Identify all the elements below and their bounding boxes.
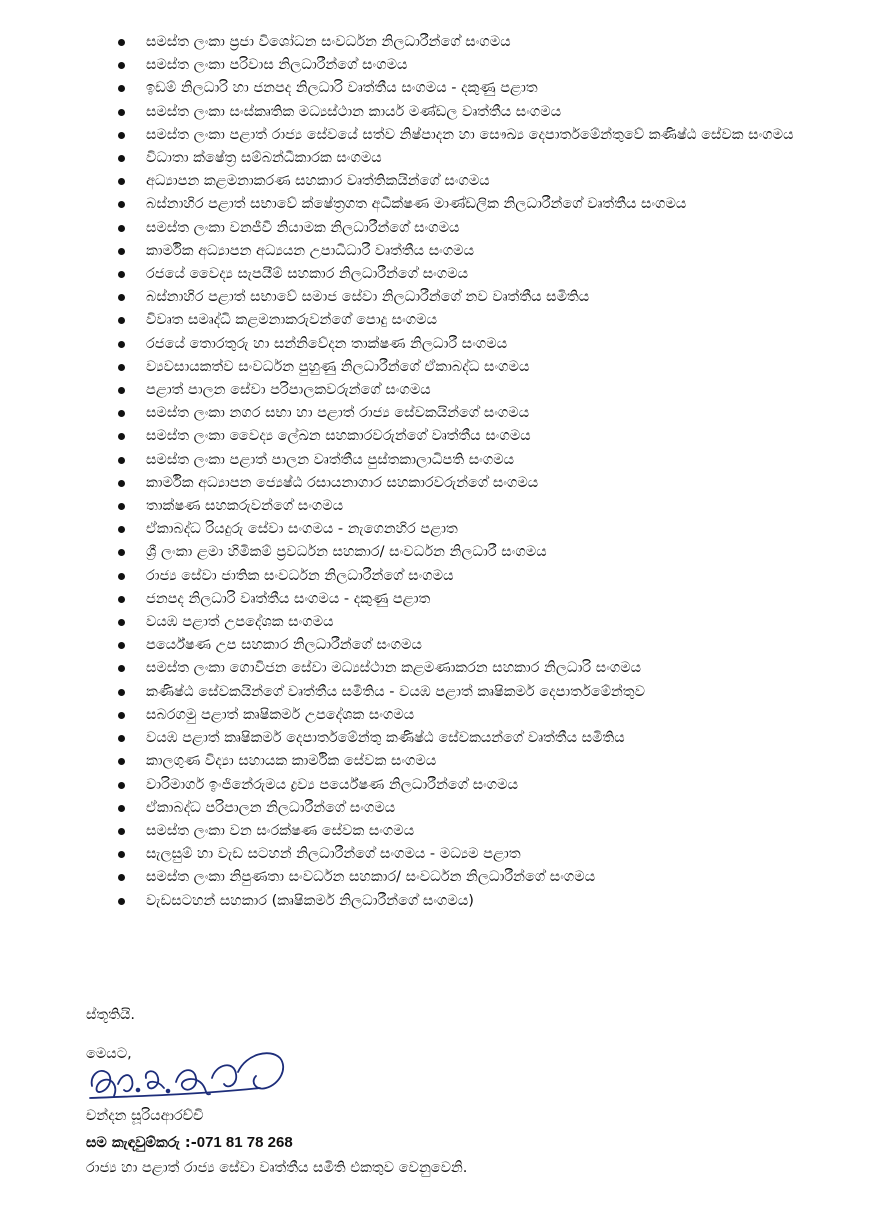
list-item [118,588,848,611]
list-item [118,774,848,797]
union-list [118,31,848,913]
list-item [118,704,848,727]
bullet-icon [118,225,125,232]
list-item-text: රජයේ තොරතුරු හා සන්නිවේදන තාක්ෂණ නිලධාරී සංගමය [146,335,508,352]
bullet-icon [118,782,125,789]
list-item-text: සමස්ත ලංකා පරිවාස නිලධාරීන්ගේ සංගමය [146,57,408,74]
bullet-icon [118,851,125,858]
closing-text: ස්තූතියි. [86,1007,136,1023]
bullet-icon [118,62,125,69]
list-item-text: රජයේ වෛද්‍ය සැපයීම් සහකාර නිලධාරීන්ගේ සංගමය [146,266,469,283]
list-item [118,147,848,170]
bullet-icon [118,387,125,394]
list-item [118,472,848,495]
list-item-text: කාලගුණ විද්‍යා සහායක කාර්මික සේවක සංගමය [146,753,437,770]
list-item [118,565,848,588]
bullet-icon [118,341,125,348]
list-item [118,541,848,564]
on-behalf-text: රාජ්‍ය හා පළාත් රාජ්‍ය සේවා වෘත්තීය සමිති එකතුව වෙනුවෙනි. [86,1160,468,1176]
bullet-icon [118,874,125,881]
list-item [118,518,848,541]
handwritten-signature [84,1038,294,1108]
bullet-icon [118,596,125,603]
list-item [118,634,848,657]
list-item-text: සමස්ත ලංකා පළාත් පාලන වෘත්තීය පුස්තකාලාධිපති සංගමය [146,451,515,468]
list-item-text: ඒකාබද්ධ රියදුරු සේවා සංගමය - නැගෙනහිර පළාත [146,521,458,538]
list-item [118,356,848,379]
list-item-text: වැඩසටහන් සහකාර (කෘෂිකර්ම නිලධාරීන්ගේ සංගමය) [146,892,474,909]
bullet-icon [118,619,125,626]
list-item [118,727,848,750]
list-item-text: සබරගමු පළාත් කෘෂිකර්ම උපදේශක සංගමය [146,706,415,723]
list-item-text: වයඹ පළාත් කෘෂිකර්ම දෙපාර්තමේන්තු කණිෂ්ඨ සේවකයන්ගේ වෘත්තීය සමිතිය [146,730,625,747]
list-item-text: වයඹ පළාත් උපදේශක සංගමය [146,614,334,631]
list-item-text: වාරිමාර්ග ඉංජිනේරුමය ද්‍රව්‍ය පර්යේෂණ නිලධාරීන්ගේ සංගමය [146,776,519,793]
list-item-text: ශ්‍රී ලංකා ළමා හිමිකම් ප්‍රවර්ධන සහකාර/ සංවර්ධන නිලධාරී සංගමය [146,544,547,561]
list-item [118,193,848,216]
list-item-text: සමස්ත ලංකා වනජීවී නියාමක නිලධාරීන්ගේ සංගමය [146,219,460,236]
bullet-icon [118,758,125,765]
list-item-text: කාර්මික අධ්‍යාපන ජ්‍යෙෂ්ඨ රසායනාගාර සහකාරවරුන්ගේ සංගමය [146,474,539,491]
bullet-icon [118,457,125,464]
bullet-icon [118,201,125,208]
list-item-text: ව්‍යවසායකත්ව සංවර්ධන පුහුණු නිලධාරීන්ගේ ඒකාබද්ධ සංගමය [146,358,530,375]
list-item-text: බස්නාහිර පළාත් සභාවේ ක්ෂේත්‍රගත අධීක්ෂණ මාණ්ඩලික නිලධාරීන්ගේ වෘත්තීය සංගමය [146,196,687,213]
list-item [118,263,848,286]
bullet-icon [118,665,125,672]
bullet-icon [118,85,125,92]
list-item-text: සමස්ත ලංකා පළාත් රාජ්‍ය සේවයේ සත්ව නිෂ්පාදන හා සෞඛ්‍ය දෙපාර්තමේන්තුවේ කණිෂ්ඨ සේවක සංගමය [146,126,794,143]
list-item-text: ඒකාබද්ධ පරිපාලන නිලධාරීන්ගේ සංගමය [146,799,396,816]
bullet-icon [118,294,125,301]
bullet-icon [118,828,125,835]
list-item-text: තාක්ෂණ සහකරුවන්ගේ සංගමය [146,498,344,515]
bullet-icon [118,712,125,719]
list-item [118,402,848,425]
list-item [118,54,848,77]
list-item-text: ඉඩම් නිලධාරි හා ජනපද නිලධාරි වෘත්තීය සංගමය - දකුණු පළාත [146,80,538,97]
list-item-text: කාර්මික අධ්‍යාපන අධ්‍යයන උපාධිධාරී වෘත්තීය සංගමය [146,242,475,259]
list-item [118,843,848,866]
list-item [118,797,848,820]
list-item [118,217,848,240]
list-item-text: සමස්ත ලංකා සංස්කෘතික මධ්‍යස්ථාන කාර්ය මණ්ඩල වෘත්තීය සංගමය [146,103,562,120]
contact-label: සම කැඳවුම්කරු :- [86,1135,197,1151]
list-item [118,170,848,193]
list-item-text: සමස්ත ලංකා නගර සභා හා පළාත් රාජ්‍ය සේවකයින්ගේ සංගමය [146,405,530,422]
list-item-text: පර්යේෂණ උප සහකාර නිලධාරීන්ගේ සංගමය [146,637,422,654]
list-item [118,611,848,634]
bullet-icon [118,735,125,742]
list-item [118,101,848,124]
bullet-icon [118,317,125,324]
list-item-text: සමස්ත ලංකා ගොවිජන සේවා මධ්‍යස්ථාන කළමණාකරන සහකාර නිලධාරි සංගමය [146,660,642,677]
list-item [118,866,848,889]
bullet-icon [118,480,125,487]
list-item-text: ජනපද නිලධාරි වෘත්තීය සංගමය - දකුණු පළාත [146,590,431,607]
list-item [118,681,848,704]
bullet-icon [118,689,125,696]
list-item [118,425,848,448]
list-item [118,124,848,147]
greeting-text: මෙයට, [86,1046,132,1062]
list-item-text: විවෘත සමෘද්ධි කළමනාකරුවන්ගේ පොදු සංගමය [146,312,438,329]
contact-phone: 071 81 78 268 [196,1134,293,1151]
list-item [118,309,848,332]
list-item [118,31,848,54]
bullet-icon [118,155,125,162]
list-item [118,750,848,773]
list-item [118,286,848,309]
bullet-icon [118,642,125,649]
list-item [118,379,848,402]
list-item-text: සමස්ත ලංකා ප්‍රජා විශෝධන සංවර්ධන නිලධාරීන්ගේ සංගමය [146,34,511,50]
bullet-icon [118,271,125,278]
list-item [118,240,848,263]
bullet-icon [118,573,125,580]
list-item [118,495,848,518]
list-item-text: බස්නාහිර පළාත් සභාවේ සමාජ සේවා නිලධාරීන්ගේ නව වෘත්තීය සමිතිය [146,289,590,306]
bullet-icon [118,503,125,510]
bullet-icon [118,410,125,417]
bullet-icon [118,178,125,185]
list-item-text: සමස්ත ලංකා වෛද්‍ය ලේඛන සහකාරවරුන්ගේ වෘත්තීය සංගමය [146,428,531,445]
list-item-text: කණිෂ්ඨ සේවකයින්ගේ වෘත්තීය සමිතිය - වයඹ පළාත් කෘෂිකර්ම දෙපාර්තමේන්තුව [146,683,645,700]
bullet-icon [118,433,125,440]
bullet-icon [118,898,125,905]
bullet-icon [118,526,125,533]
contact-line [86,1133,293,1153]
list-item-text: සමස්ත ලංකා නිපුණතා සංවර්ධන සහකාර/ සංවර්ධන නිලධාරීන්ගේ සංගමය [146,869,596,886]
bullet-icon [118,248,125,255]
bullet-icon [118,132,125,139]
list-item [118,449,848,472]
list-item-text: පළාත් පාලන සේවා පරිපාලකවරුන්ගේ සංගමය [146,382,431,399]
bullet-icon [118,805,125,812]
list-item-text: විධාතා ක්ෂේත්‍ර සම්බන්ධීකාරක සංගමය [146,150,382,167]
signer-name: චන්දන සූරියආරච්චි [86,1108,204,1124]
list-item-text: රාජ්‍ය සේවා ජාතික සංවර්ධන නිලධාරීන්ගේ සංගමය [146,567,454,584]
list-item-text: අධ්‍යාපන කළමනාකරණ සහකාර වෘත්තිකයින්ගේ සංගමය [146,173,490,190]
bullet-icon [118,39,125,46]
bullet-icon [118,364,125,371]
list-item [118,333,848,356]
list-item [118,657,848,680]
list-item-text: සමස්ත ලංකා වන සංරක්ෂණ සේවක සංගමය [146,822,415,839]
list-item [118,77,848,100]
list-item [118,820,848,843]
bullet-icon [118,549,125,556]
bullet-icon [118,109,125,116]
list-item [118,890,848,913]
list-item-text: සැලසුම් හා වැඩ සටහන් නිලධාරීන්ගේ සංගමය - මධ්‍යම පළාත [146,846,521,863]
